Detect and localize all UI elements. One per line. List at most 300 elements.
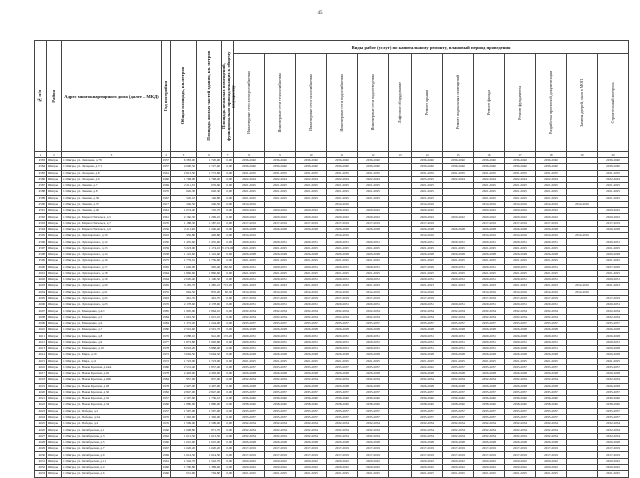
row-address: г. Шигры, ул. Октябрьская, д.7 [62, 446, 162, 452]
row-work-period: 2026-2028 [358, 371, 389, 377]
row-work-period: 2032-2034 [327, 433, 358, 439]
row-number: 4596 [35, 239, 47, 245]
row-work-period: 2026-2028 [536, 327, 567, 333]
row-living-area: 1 736,10 [197, 396, 222, 402]
row-year: 1976 [162, 333, 169, 338]
row-number: 4610 [35, 327, 47, 333]
row-address: г. Шигры, ул. Луначарского, д.16 [62, 258, 162, 264]
row-living-area: 1 455,60 [197, 239, 222, 245]
row-district: Шигры [47, 195, 62, 201]
col-header-work-9: Ремонт фасада [474, 54, 505, 152]
row-nonliving-area: 0,00 [222, 170, 234, 176]
row-total-area: 1 779,10 [171, 258, 197, 264]
row-work-period: 2026-2028 [412, 352, 443, 358]
row-year: 1985 [162, 308, 169, 313]
row-address: г. Шигры, ул. Макаренко, д.10 [62, 345, 162, 351]
row-work-period: 2017-2019 [412, 452, 443, 458]
row-work-period: 2021-2023 [327, 283, 358, 289]
row-address: г. Шигры, ул. Октябрьская, д.5 [62, 439, 162, 445]
row-number: 4629 [35, 446, 47, 452]
col-index: 20 [598, 152, 629, 158]
row-work-period: 2032-2034 [327, 377, 358, 383]
row-work-period: 2029-2031 [296, 277, 327, 283]
row-nonliving-area: 0,00 [222, 364, 234, 370]
row-work-period: 2026-2028 [474, 327, 505, 333]
row-nonliving-area: 0,00 [222, 277, 234, 283]
row-work-period: 2038-2040 [598, 402, 629, 408]
row-work-period: 2021-2025 [296, 195, 327, 201]
row-work-period: 2035-2037 [234, 414, 265, 420]
row-district: Шигры [47, 270, 62, 276]
row-work-period: 2021-2025 [358, 258, 389, 264]
row-work-period: 2020-2022 [443, 465, 474, 471]
row-year: 1959 [162, 245, 169, 250]
row-number: 4586 [35, 176, 47, 182]
row-work-period: 2021-2025 [234, 471, 265, 477]
row-work-period: 2035-2037 [265, 414, 296, 420]
row-work-period: 2017-2019 [505, 446, 536, 452]
row-living-area: 1 614,50 [197, 452, 222, 458]
row-year: 1950 [162, 239, 169, 244]
row-living-area: 3 694,50 [197, 352, 222, 358]
row-address: г. Шигры, ул. Макаренко, д.6 [62, 320, 162, 326]
row-work-period: 2021-2023 [598, 283, 629, 289]
row-work-period: 2035-2037 [327, 320, 358, 326]
row-address: г. Шигры, ул. Новая Красная, д.34 [62, 402, 162, 408]
row-work-period: 2021-2023 [474, 283, 505, 289]
row-work-period: 2032-2034 [358, 377, 389, 383]
row-work-period: 2029-2031 [234, 345, 265, 351]
row-work-period: 2014-2016 [234, 289, 265, 295]
row-work-period: 2032-2034 [412, 314, 443, 320]
row-living-area: 1 772,80 [197, 170, 222, 176]
row-work-period: 2032-2034 [443, 421, 474, 427]
row-work-period: 2021-2025 [234, 183, 265, 189]
row-district: Шигры [47, 383, 62, 389]
row-number: 4595 [35, 233, 47, 239]
row-living-area: 146,80 [197, 195, 222, 201]
row-work-period: 2026-2028 [358, 327, 389, 333]
row-year: 1972 [162, 358, 169, 363]
row-year: 1984 [162, 314, 169, 319]
row-number: 4591 [35, 208, 47, 214]
row-year: 1961 [162, 214, 169, 219]
row-work-period: 2036-2040 [234, 158, 265, 164]
row-work-period: 2032-2034 [474, 427, 505, 433]
row-work-period: 2032-2034 [443, 314, 474, 320]
row-work-period: 2026-2028 [327, 383, 358, 389]
row-work-period: 2020-2022 [327, 208, 358, 214]
row-district: Шигры [47, 421, 62, 427]
row-work-period: 2035-2037 [598, 389, 629, 395]
row-number: 4613 [35, 345, 47, 351]
row-number: 4585 [35, 170, 47, 176]
row-work-period: 2014-2016 [536, 201, 567, 207]
row-work-period: 2035-2037 [296, 414, 327, 420]
row-district: Шигры [47, 183, 62, 189]
row-work-period: 2026-2028 [358, 383, 389, 389]
row-work-period: 2036-2040 [474, 158, 505, 164]
row-work-period: 2038-2040 [443, 402, 474, 408]
row-work-period: 2035-2037 [412, 408, 443, 414]
row-work-period: 2021-2025 [505, 189, 536, 195]
row-nonliving-area: 0,00 [222, 233, 234, 239]
row-work-period: 2014-2016 [567, 289, 598, 295]
row-district: Шигры [47, 339, 62, 345]
col-header-total-area: Общая площадь, кв.метров [171, 41, 197, 152]
row-total-area: 1 392,00 [171, 414, 197, 420]
row-work-period: 2029-2031 [327, 345, 358, 351]
row-total-area: 456,80 [171, 233, 197, 239]
row-work-period: 2029-2031 [505, 302, 536, 308]
row-work-period [567, 471, 598, 477]
row-work-period: 2031-2035 [296, 170, 327, 176]
row-work-period: 2036-2040 [536, 164, 567, 170]
row-work-period: 2026-2028 [536, 371, 567, 377]
row-year: 1960 [162, 471, 169, 476]
row-total-area: 1 860,60 [171, 270, 197, 276]
row-work-period: 2035-2037 [474, 414, 505, 420]
row-work-period: 2029-2031 [598, 277, 629, 283]
row-work-period: 2022-2024 [598, 176, 629, 182]
row-work-period: 2029-2031 [474, 339, 505, 345]
row-number: 4620 [35, 389, 47, 395]
row-work-period: 2026-2028 [234, 439, 265, 445]
row-work-period: 2020-2022 [296, 465, 327, 471]
row-living-area: 794,80 [197, 471, 222, 477]
row-work-period: 2017-2019 [474, 220, 505, 226]
row-work-period: 2020-2022 [327, 214, 358, 220]
row-year: 1958 [162, 252, 169, 257]
row-work-period: 2035-2037 [234, 364, 265, 370]
row-living-area: 2 501,70 [197, 327, 222, 333]
row-work-period: 2032-2034 [505, 308, 536, 314]
row-work-period: 2021-2025 [536, 189, 567, 195]
row-work-period: 2026-2028 [505, 352, 536, 358]
row-work-period: 2036-2040 [265, 158, 296, 164]
row-nonliving-area: 0,00 [222, 389, 234, 395]
row-total-area: 1 599,00 [171, 421, 197, 427]
row-work-period: 2032-2034 [234, 427, 265, 433]
row-work-period: 2036-2040 [234, 396, 265, 402]
row-work-period: 2021-2025 [358, 471, 389, 477]
row-address: г. Шигры, ул. Новая Красная, д.26Б [62, 377, 162, 383]
row-work-period: 2029-2031 [296, 339, 327, 345]
row-work-period: 2032-2034 [412, 377, 443, 383]
col-header-living-area: Площадь жилых частей здания, кв. метров [197, 41, 222, 152]
row-work-period: 2029-2031 [443, 339, 474, 345]
row-district: Шигры [47, 333, 62, 339]
row-number: 4631 [35, 458, 47, 464]
row-work-period: 2017-2019 [358, 446, 389, 452]
row-total-area: 1 542,70 [171, 458, 197, 464]
col-header-work-4: Инженерные сети водоснабжения [327, 54, 358, 152]
row-nonliving-area: 0,00 [222, 458, 234, 464]
row-work-period: 2032-2034 [474, 308, 505, 314]
row-work-period: 2021-2025 [358, 270, 389, 276]
row-work-period: 2035-2037 [327, 364, 358, 370]
row-work-period: 2035-2037 [505, 364, 536, 370]
row-work-period: 2021-2025 [412, 270, 443, 276]
row-work-period: 2022-2024 [505, 176, 536, 182]
row-work-period: 2021-2025 [505, 270, 536, 276]
row-living-area: 2 847,00 [197, 389, 222, 395]
row-total-area: 2 197,90 [171, 396, 197, 402]
row-work-period: 2026-2028 [412, 439, 443, 445]
row-work-period: 2020-2022 [296, 208, 327, 214]
row-work-period: 2021-2025 [412, 471, 443, 477]
row-work-period: 2032-2034 [265, 314, 296, 320]
row-work-period: 2014-2016 [358, 289, 389, 295]
row-address: г. Шигры, ул. Луначарского, д.18 [62, 270, 162, 276]
row-year: 1982 [162, 389, 169, 394]
row-address: г. Шигры, ул. Луначарского, д.10 [62, 233, 162, 239]
row-work-period: 2026-2028 [296, 327, 327, 333]
row-total-area: 1 614,50 [171, 452, 197, 458]
row-work-period: 2021-2025 [443, 471, 474, 477]
row-address: г. Шигры, ул. Победы, д.2А [62, 414, 162, 420]
col-index: 7 [222, 152, 234, 158]
row-address: г. Шигры, ул. Мира, д.10 [62, 352, 162, 358]
row-work-period: 2021-2025 [296, 471, 327, 477]
row-work-period: 2021-2025 [505, 471, 536, 477]
row-work-period: 2032-2034 [327, 427, 358, 433]
row-district: Шигры [47, 264, 62, 270]
row-work-period: 2020-2022 [265, 458, 296, 464]
col-index: 12 [358, 152, 389, 158]
row-district: Шигры [47, 465, 62, 471]
row-work-period: 2032-2034 [412, 308, 443, 314]
row-work-period: 2017-2019 [443, 446, 474, 452]
row-work-period: 2020-2022 [443, 458, 474, 464]
row-work-period: 2021-2025 [598, 245, 629, 251]
row-work-period: 2017-2019 [327, 446, 358, 452]
row-work-period: 2021-2025 [412, 258, 443, 264]
row-work-period: 2029-2031 [474, 239, 505, 245]
row-work-period: 2021-2025 [474, 471, 505, 477]
row-total-area: 1 373,20 [171, 320, 197, 326]
row-address: г. Шигры, ул. Ленина, д.8 [62, 189, 162, 195]
row-year: 1965 [162, 264, 169, 269]
row-work-period: 2026-2028 [598, 371, 629, 377]
row-living-area: 835,20 [197, 289, 222, 295]
row-work-period: 2035-2037 [598, 364, 629, 370]
row-work-period: 2020-2022 [234, 458, 265, 464]
row-work-period: 2032-2034 [443, 308, 474, 314]
row-work-period: 2032-2034 [265, 427, 296, 433]
row-work-period: 2029-2031 [536, 345, 567, 351]
row-work-period: 2021-2025 [536, 245, 567, 251]
row-work-period: 2035-2037 [443, 389, 474, 395]
row-work-period: 2029-2031 [327, 339, 358, 345]
row-district: Шигры [47, 396, 62, 402]
row-district: Шигры [47, 201, 62, 207]
col-header-work-3: Инженерные сети газоснабжения [296, 54, 327, 152]
row-work-period: 2026-2028 [598, 333, 629, 339]
row-address: г. Шигры, ул. Луначарского, д.17 [62, 264, 162, 270]
row-work-period: 2035-2037 [412, 320, 443, 326]
row-work-period: 2020-2022 [358, 214, 389, 220]
row-address: г. Шигры, ул. Макаренко, д.4/1 [62, 308, 162, 314]
row-district: Шигры [47, 158, 62, 164]
col-index: 4 [162, 152, 171, 158]
row-district: Шигры [47, 176, 62, 182]
row-total-area: 2 211,35 [171, 183, 197, 189]
row-work-period [389, 471, 412, 477]
row-year: 1956 [162, 227, 169, 232]
row-work-period: 2032-2034 [412, 433, 443, 439]
row-work-period: 2029-2031 [234, 302, 265, 308]
row-address: г. Шигры, ул. Октябрьская, д.1 [62, 427, 162, 433]
col-header-work-11: Разработка проектной документации [536, 54, 567, 152]
row-address: г. Шигры, ул. Макаренко, д.7 [62, 327, 162, 333]
row-work-period: 2035-2037 [598, 320, 629, 326]
row-work-period: 2032-2034 [296, 377, 327, 383]
row-district: Шигры [47, 302, 62, 308]
row-nonliving-area: 3 174,00 [222, 245, 234, 250]
row-work-period: 2032-2034 [536, 308, 567, 314]
row-work-period: 2032-2034 [296, 421, 327, 427]
row-work-period: 2026-2028 [474, 226, 505, 232]
col-header-year: Год постройки [162, 41, 171, 152]
row-work-period: 2021-2025 [358, 195, 389, 201]
row-district: Шигры [47, 458, 62, 464]
row-nonliving-area: 182,60 [223, 264, 232, 269]
row-address: г. Шигры, ул. Маркса/Энгельса, д.7 [62, 220, 162, 226]
row-address: г. Шигры, ул. Ленина, д.37 [62, 201, 162, 207]
row-address: г. Шигры, ул. Ленина, д.36 [62, 195, 162, 201]
row-work-period: 2035-2037 [536, 364, 567, 370]
row-work-period: 2026-2028 [505, 345, 536, 351]
row-number: 4603 [35, 283, 47, 289]
row-work-period: 2014-2016 [412, 201, 443, 207]
header-row-group [35, 41, 629, 54]
row-living-area: 1 240,40 [197, 226, 222, 232]
row-work-period: 2036-2040 [443, 158, 474, 164]
row-work-period: 2020-2022 [234, 214, 265, 220]
row-district: Шигры [47, 277, 62, 283]
row-number: 4627 [35, 433, 47, 439]
row-work-period: 2026-2028 [265, 327, 296, 333]
row-total-area: 1 608,80 [171, 427, 197, 433]
row-work-period: 2038-2040 [412, 402, 443, 408]
row-work-period: 2021-2025 [265, 245, 296, 251]
row-work-period: 2031-2035 [474, 170, 505, 176]
col-index: 14 [412, 152, 443, 158]
row-district: Шигры [47, 377, 62, 383]
row-address: г. Шигры, ул. Маркса/Энгельса, д.9 [62, 226, 162, 232]
row-work-period: 2020-2022 [296, 214, 327, 220]
capital-repair-table [34, 40, 629, 478]
row-nonliving-area: 0,00 [222, 195, 234, 201]
row-work-period: 2026-2028 [443, 439, 474, 445]
row-work-period: 2029-2031 [358, 333, 389, 339]
row-work-period: 2026-2028 [598, 327, 629, 333]
row-work-period: 2017-2019 [505, 452, 536, 458]
row-work-period: 2026-2028 [598, 345, 629, 351]
row-year: 1977 [162, 339, 169, 344]
row-work-period: 2035-2037 [443, 414, 474, 420]
row-work-period: 2026-2028 [234, 352, 265, 358]
row-nonliving-area: 0,00 [222, 295, 234, 301]
row-work-period: 2021-2025 [598, 183, 629, 189]
row-total-area: 1 188,30 [171, 220, 197, 226]
row-work-period: 2029-2031 [296, 345, 327, 351]
row-district: Шигры [47, 170, 62, 176]
row-work-period: 2026-2028 [234, 251, 265, 257]
row-number: 4630 [35, 452, 47, 458]
row-work-period: 2021-2025 [443, 358, 474, 364]
row-living-area: 1 597,00 [197, 408, 222, 414]
row-district: Шигры [47, 358, 62, 364]
row-work-period: 2020-2022 [412, 214, 443, 220]
row-nonliving-area: 0,00 [222, 302, 234, 308]
row-work-period: 2020-2022 [412, 208, 443, 214]
row-work-period: 2021-2025 [265, 189, 296, 195]
row-work-period: 2032-2034 [474, 433, 505, 439]
row-work-period: 2026-2028 [443, 383, 474, 389]
row-work-period: 2036-2040 [412, 164, 443, 170]
row-work-period: 2032-2034 [234, 421, 265, 427]
col-index: 15 [443, 152, 474, 158]
row-work-period: 2020-2022 [296, 458, 327, 464]
row-work-period: 2022-2024 [265, 176, 296, 182]
row-nonliving-area: 0,00 [222, 189, 234, 195]
row-nonliving-area: 0,00 [222, 371, 234, 377]
row-address: г. Шигры, ул. Лазарева, д.8 [62, 170, 162, 176]
row-work-period: 2017-2019 [505, 220, 536, 226]
row-year: 1969 [162, 183, 169, 188]
row-total-area: 2 501,60 [171, 327, 197, 333]
row-work-period: 2022-2022 [412, 364, 443, 370]
row-work-period: 2038-2040 [474, 402, 505, 408]
row-work-period: 2036-2040 [474, 396, 505, 402]
row-work-period: 2021-2025 [474, 183, 505, 189]
row-work-period: 2036-2040 [598, 158, 629, 164]
row-district: Шигры [47, 226, 62, 232]
row-work-period: 2026-2028 [327, 352, 358, 358]
row-number: 4614 [35, 352, 47, 358]
row-work-period: 2020-2022 [598, 458, 629, 464]
row-number: 4599 [35, 258, 47, 264]
row-year: 1960 [162, 440, 169, 445]
row-work-period: 2026-2028 [474, 439, 505, 445]
row-work-period: 2020-2022 [505, 458, 536, 464]
row-nonliving-area: 0,00 [222, 164, 234, 170]
row-number: 4622 [35, 402, 47, 408]
row-number: 4604 [35, 289, 47, 295]
row-number: 4589 [35, 195, 47, 201]
row-work-period: 2035-2037 [474, 364, 505, 370]
row-number: 4615 [35, 358, 47, 364]
row-work-period: 2020-2022 [598, 465, 629, 471]
row-work-period: 2026-2028 [443, 371, 474, 377]
row-work-period: 2021-2025 [474, 245, 505, 251]
row-total-area: 246,50 [171, 201, 197, 207]
row-work-period: 2035-2037 [443, 320, 474, 326]
row-living-area: 1 244,00 [197, 320, 222, 326]
row-work-period: 2017-2019 [412, 295, 443, 301]
row-living-area: 461,70 [197, 295, 222, 301]
col-index: 10 [296, 152, 327, 158]
row-work-period: 2014-2016 [412, 289, 443, 295]
row-work-period: 2032-2034 [265, 308, 296, 314]
row-work-period: 2020-2022 [505, 465, 536, 471]
row-work-period: 2026-2028 [443, 327, 474, 333]
row-work-period: 2020-2022 [358, 465, 389, 471]
row-total-area: 3 165,70 [171, 283, 197, 289]
row-district: Шигры [47, 427, 62, 433]
